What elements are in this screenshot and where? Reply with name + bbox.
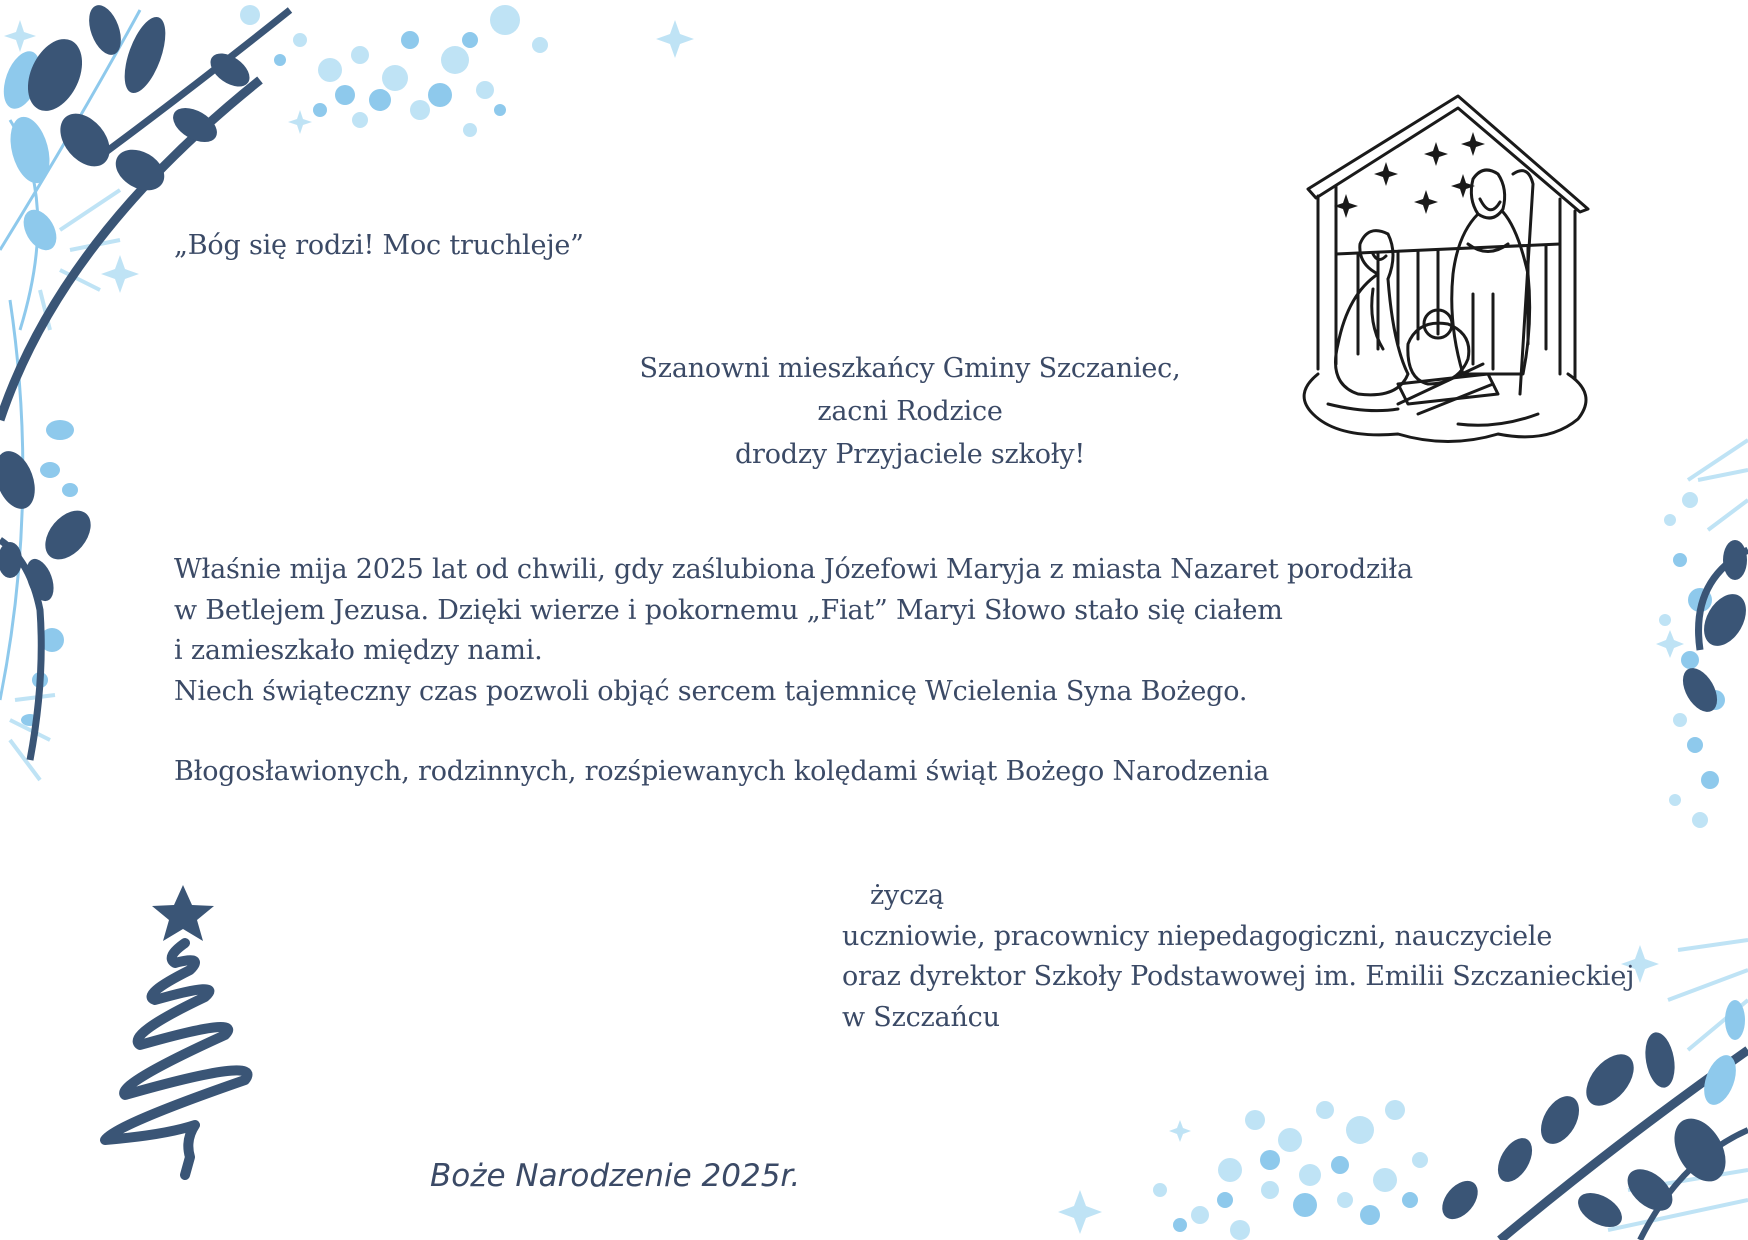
salutation-line: drodzy Przyjaciele szkoły! xyxy=(734,439,1086,470)
salutation-line: zacni Rodzice xyxy=(817,396,1003,427)
body-line: Niech świąteczny czas pozwoli objąć sercem tajemnicę Wcielenia Syna Bożego. xyxy=(174,675,1248,707)
body-line: Właśnie mija 2025 lat od chwili, gdy zaślubiona Józefowi Maryja z miasta Nazaret porodziła xyxy=(174,554,1413,585)
signature-line: w Szczańcu xyxy=(842,1001,1000,1033)
salutation xyxy=(560,347,1260,476)
greeting-line: Błogosławionych, rodzinnych, rozśpiewanych kolędami świąt Bożego Narodzenia xyxy=(174,756,1269,787)
wishes-verb: życzą xyxy=(870,880,944,911)
card-date: Boże Narodzenie 2025r. xyxy=(430,1158,801,1194)
body-line: i zamieszkało między nami. xyxy=(174,635,543,666)
nativity-scene-icon xyxy=(1298,94,1593,454)
wishes-body xyxy=(174,550,1413,793)
signature-block xyxy=(842,876,1634,1038)
carol-quote: „Bóg się rodzi! Moc truchleje” xyxy=(174,230,584,261)
christmas-tree-icon xyxy=(95,885,280,1185)
paragraph-spacer xyxy=(174,712,1413,752)
body-line: w Betlejem Jezusa. Dzięki wierze i pokornemu „Fiat” Maryi Słowo stało się ciałem xyxy=(174,594,1283,626)
salutation-line: Szanowni mieszkańcy Gminy Szczaniec, xyxy=(639,353,1181,384)
signature-line: oraz dyrektor Szkoły Podstawowej im. Emilii Szczanieckiej xyxy=(842,961,1635,992)
signature-line: uczniowie, pracownicy niepedagogiczni, nauczyciele xyxy=(842,920,1553,952)
